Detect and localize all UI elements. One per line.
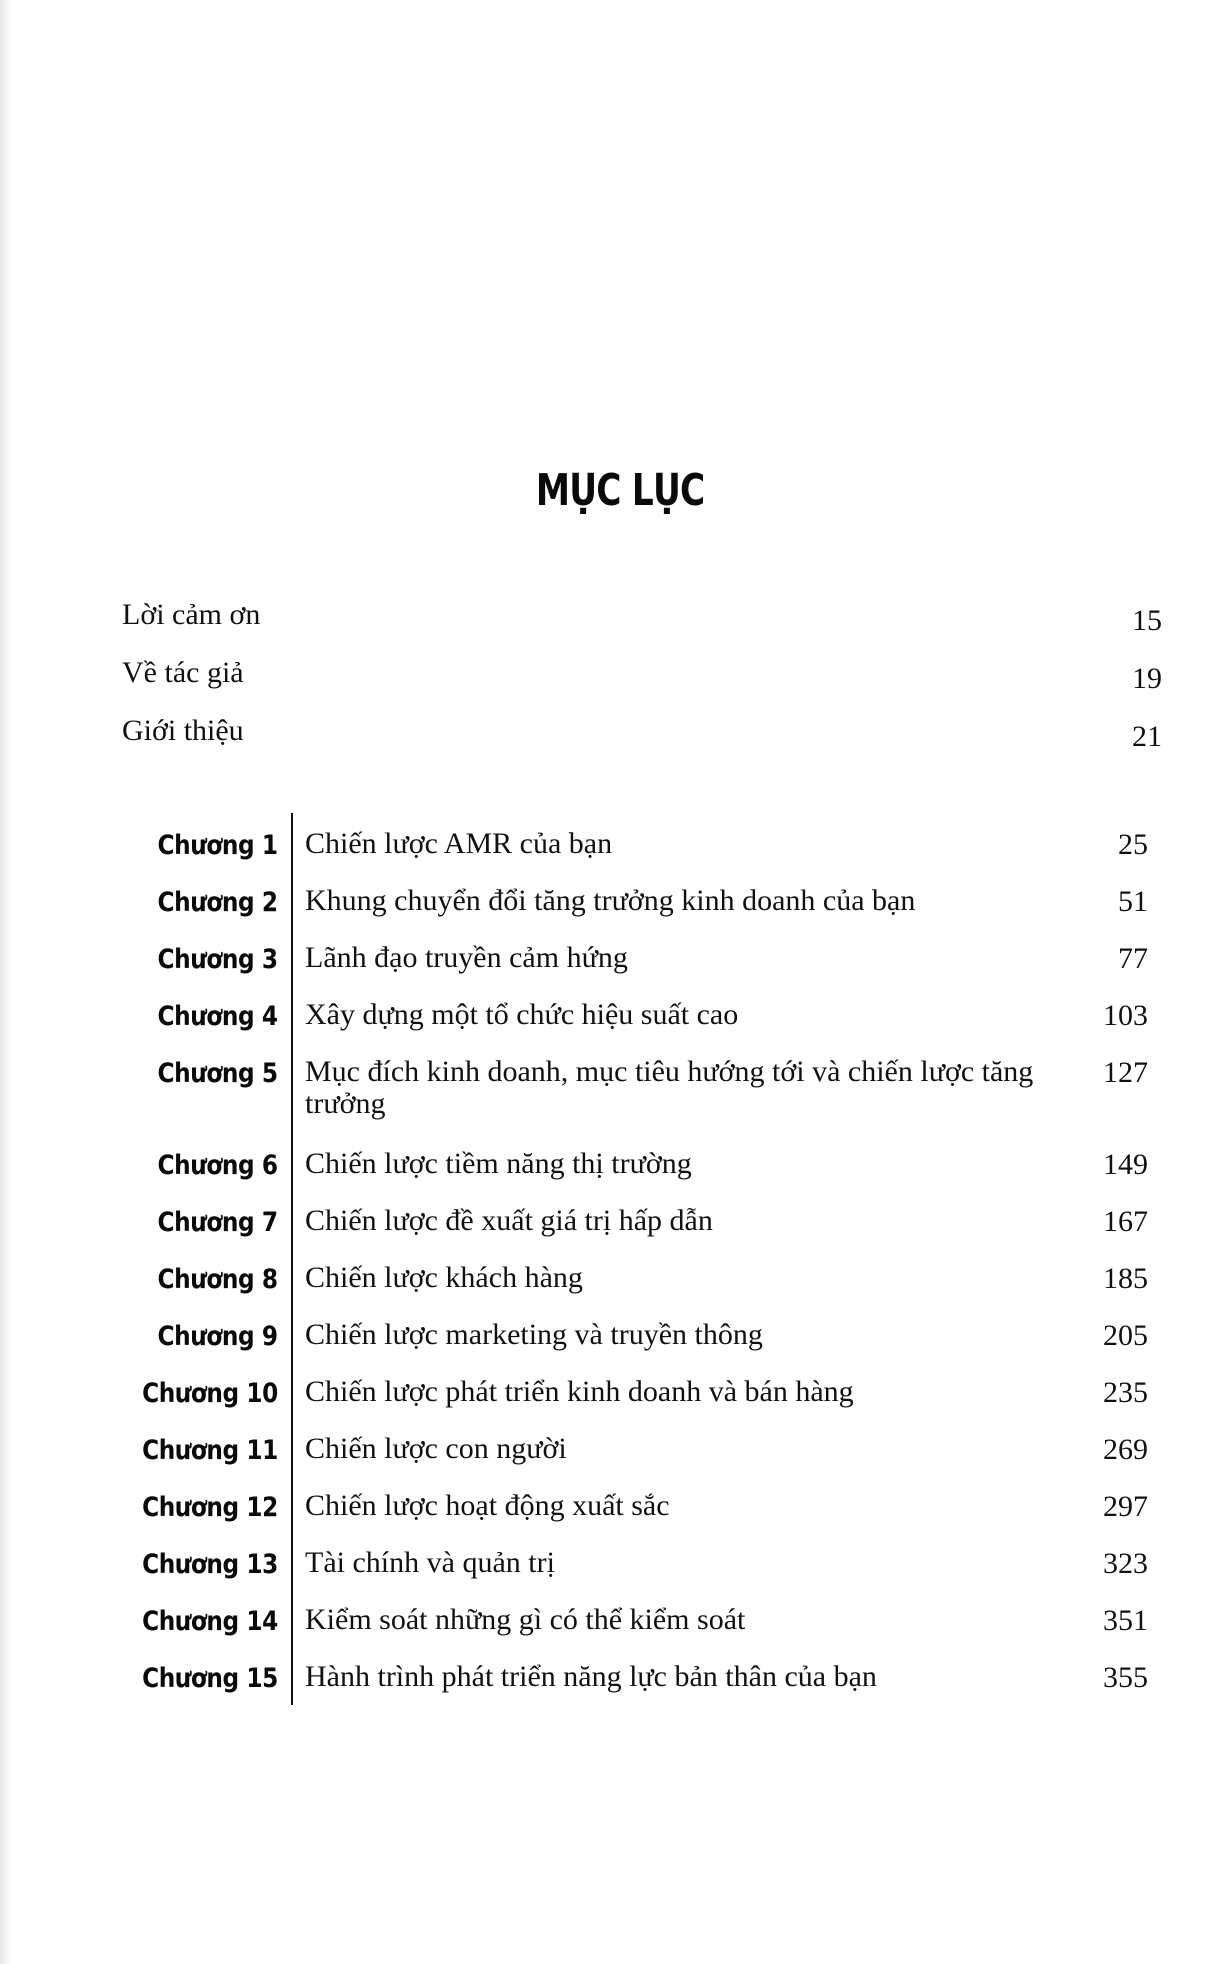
chapter-page-number: 355 — [1103, 1661, 1148, 1694]
chapter-title: Mục đích kinh doanh, mục tiêu hướng tới và chiến lược tăng trưởng — [305, 1055, 1034, 1120]
chapter-number: Chương 14 — [142, 1606, 278, 1637]
chapter-page-number: 323 — [1103, 1547, 1148, 1580]
chapter-page-number: 25 — [1118, 828, 1148, 861]
chapter-title: Khung chuyển đổi tăng trưởng kinh doanh của bạn — [305, 884, 916, 917]
entry-label: Giới thiệu — [122, 714, 244, 747]
chapter-number: Chương 9 — [157, 1321, 278, 1352]
chapter-number: Chương 2 — [157, 887, 278, 918]
toc-entry-introduction[interactable] — [122, 714, 1162, 754]
entry-page-number: 19 — [1132, 662, 1162, 695]
chapter-page-number: 127 — [1103, 1056, 1148, 1089]
chapter-title: Chiến lược tiềm năng thị trường — [305, 1147, 692, 1180]
chapter-number: Chương 1 — [157, 830, 278, 861]
toc-entry-about-author[interactable] — [122, 656, 1162, 696]
chapter-page-number: 235 — [1103, 1376, 1148, 1409]
chapter-title: Chiến lược phát triển kinh doanh và bán hàng — [305, 1375, 854, 1408]
chapter-page-number: 149 — [1103, 1148, 1148, 1181]
chapter-page-number: 167 — [1103, 1205, 1148, 1238]
chapter-page-number: 77 — [1118, 942, 1148, 975]
chapter-page-number: 205 — [1103, 1319, 1148, 1352]
entry-label: Lời cảm ơn — [122, 598, 261, 631]
chapter-title: Kiểm soát những gì có thể kiểm soát — [305, 1603, 746, 1636]
chapter-page-number: 269 — [1103, 1433, 1148, 1466]
chapter-page-number: 297 — [1103, 1490, 1148, 1523]
chapter-number: Chương 4 — [157, 1001, 278, 1032]
chapter-page-number: 351 — [1103, 1604, 1148, 1637]
toc-entry-acknowledgements[interactable] — [122, 598, 1162, 638]
chapter-title: Chiến lược AMR của bạn — [305, 827, 613, 860]
chapter-page-number: 103 — [1103, 999, 1148, 1032]
chapter-title: Hành trình phát triển năng lực bản thân của bạn — [305, 1660, 877, 1693]
chapter-number: Chương 7 — [157, 1207, 278, 1238]
chapter-number: Chương 3 — [157, 944, 278, 975]
chapter-number: Chương 11 — [142, 1435, 278, 1466]
entry-page-number: 15 — [1132, 604, 1162, 637]
chapter-title: Chiến lược đề xuất giá trị hấp dẫn — [305, 1204, 713, 1237]
chapter-number: Chương 15 — [142, 1663, 278, 1694]
chapter-title: Lãnh đạo truyền cảm hứng — [305, 941, 628, 974]
entry-page-number: 21 — [1132, 720, 1162, 753]
chapter-number: Chương 6 — [157, 1150, 278, 1181]
entry-label: Về tác giả — [122, 656, 244, 689]
page-title: MỤC LỤC — [535, 465, 705, 517]
chapter-page-number: 51 — [1118, 885, 1148, 918]
chapter-number: Chương 10 — [142, 1378, 278, 1409]
chapter-title: Chiến lược hoạt động xuất sắc — [305, 1489, 670, 1522]
chapter-number: Chương 5 — [157, 1058, 278, 1089]
chapter-divider-line — [291, 813, 293, 1705]
chapter-title: Chiến lược marketing và truyền thông — [305, 1318, 763, 1351]
chapter-title: Xây dựng một tổ chức hiệu suất cao — [305, 998, 739, 1031]
chapter-number: Chương 8 — [157, 1264, 278, 1295]
chapter-title: Tài chính và quản trị — [305, 1546, 555, 1579]
chapter-number: Chương 12 — [142, 1492, 278, 1523]
chapter-number: Chương 13 — [142, 1549, 278, 1580]
chapter-page-number: 185 — [1103, 1262, 1148, 1295]
chapter-title: Chiến lược khách hàng — [305, 1261, 583, 1294]
chapter-title: Chiến lược con người — [305, 1432, 567, 1465]
page-edge-shadow — [0, 0, 12, 1964]
